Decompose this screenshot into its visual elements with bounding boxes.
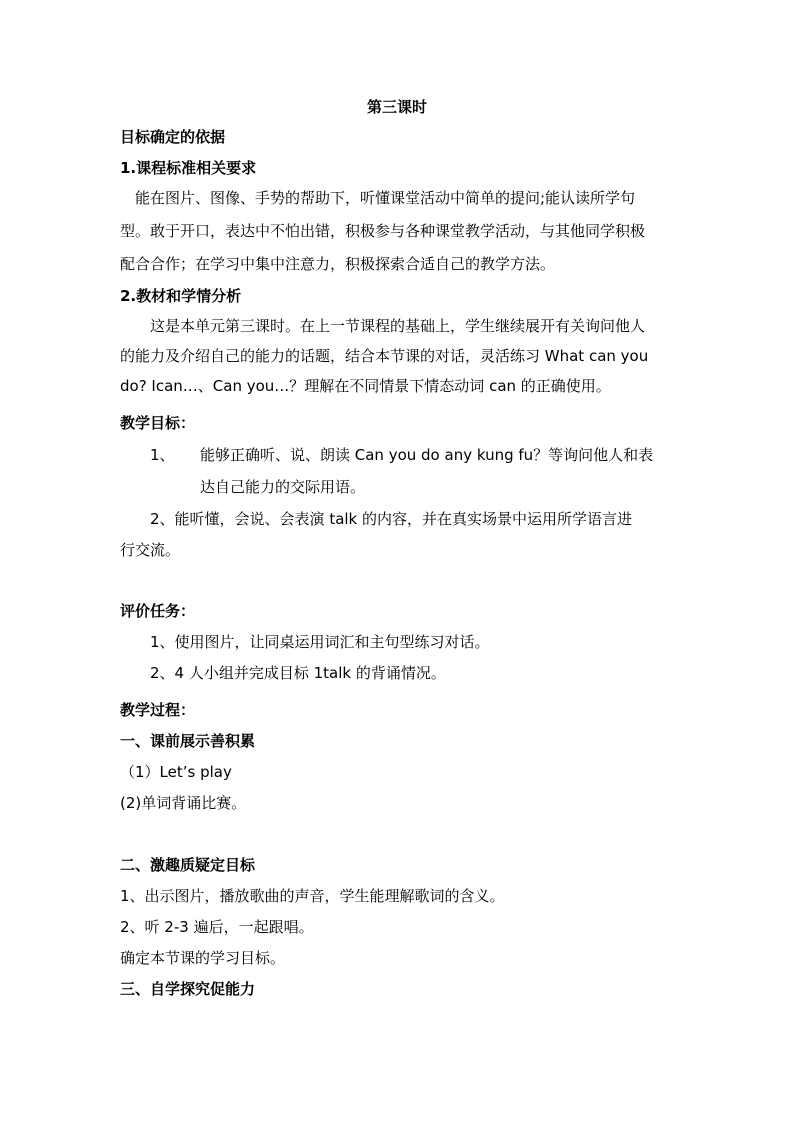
goal-1-line-1: 能够正确听、说、朗读 Can you do any kung fu？等询问他人和表 <box>200 446 654 464</box>
section-2-line-3: do? Ican…、Can you…？理解在不同情景下情态动词 can 的正确使用。 <box>120 377 611 395</box>
page-title: 第三课时 <box>366 98 427 116</box>
evaluation-heading: 评价任务： <box>120 602 196 620</box>
section-1-line-3: 配合合作；在学习中集中注意力，积极探索合适自己的教学方法。 <box>120 255 556 273</box>
process-part-2-item-2: 2、听 2-3 遍后，一起跟唱。 <box>120 918 314 936</box>
goal-1-line-2: 达自己能力的交际用语。 <box>200 478 366 496</box>
process-part-1-heading: 一、课前展示善积累 <box>120 732 256 750</box>
goal-1-number: 1、 <box>150 446 175 464</box>
goal-2-line-2: 行交流。 <box>120 541 181 559</box>
evaluation-item-2: 2、4 人小组并完成目标 1talk 的背诵情况。 <box>150 664 446 682</box>
section-1-line-1: 能在图片、图像、手势的帮助下，听懂课堂活动中简单的提问;能认读所学句 <box>135 189 636 207</box>
section-2-line-2: 的能力及介绍自己的能力的话题，结合本节课的对话，灵活练习 What can you <box>120 347 649 365</box>
process-heading: 教学过程： <box>120 701 196 719</box>
goal-2-line-1: 2、能听懂，会说、会表演 talk 的内容，并在真实场景中运用所学语言进 <box>150 510 633 528</box>
goals-heading: 教学目标： <box>120 414 196 432</box>
process-part-2-heading: 二、激趣质疑定目标 <box>120 856 256 874</box>
section-2-line-1: 这是本单元第三课时。在上一节课程的基础上，学生继续展开有关询问他人 <box>150 317 646 335</box>
process-part-3-heading: 三、自学探究促能力 <box>120 980 256 998</box>
process-part-2-item-1: 1、出示图片，播放歌曲的声音，学生能理解歌词的含义。 <box>120 887 505 905</box>
process-part-1-item-2: (2)单词背诵比赛。 <box>120 794 247 812</box>
process-part-2-item-3: 确定本节课的学习目标。 <box>120 949 286 967</box>
section-1-heading: 1.课程标准相关要求 <box>120 159 257 177</box>
evaluation-item-1: 1、使用图片，让同桌运用词汇和主句型练习对话。 <box>150 633 490 651</box>
section-1-line-2: 型。敢于开口，表达中不怕出错，积极参与各种课堂教学活动，与其他同学积极 <box>120 222 646 240</box>
section-2-heading: 2.教材和学情分析 <box>120 287 242 305</box>
basis-heading: 目标确定的依据 <box>120 128 226 146</box>
process-part-1-item-1: （1）Let’s play <box>120 763 232 781</box>
